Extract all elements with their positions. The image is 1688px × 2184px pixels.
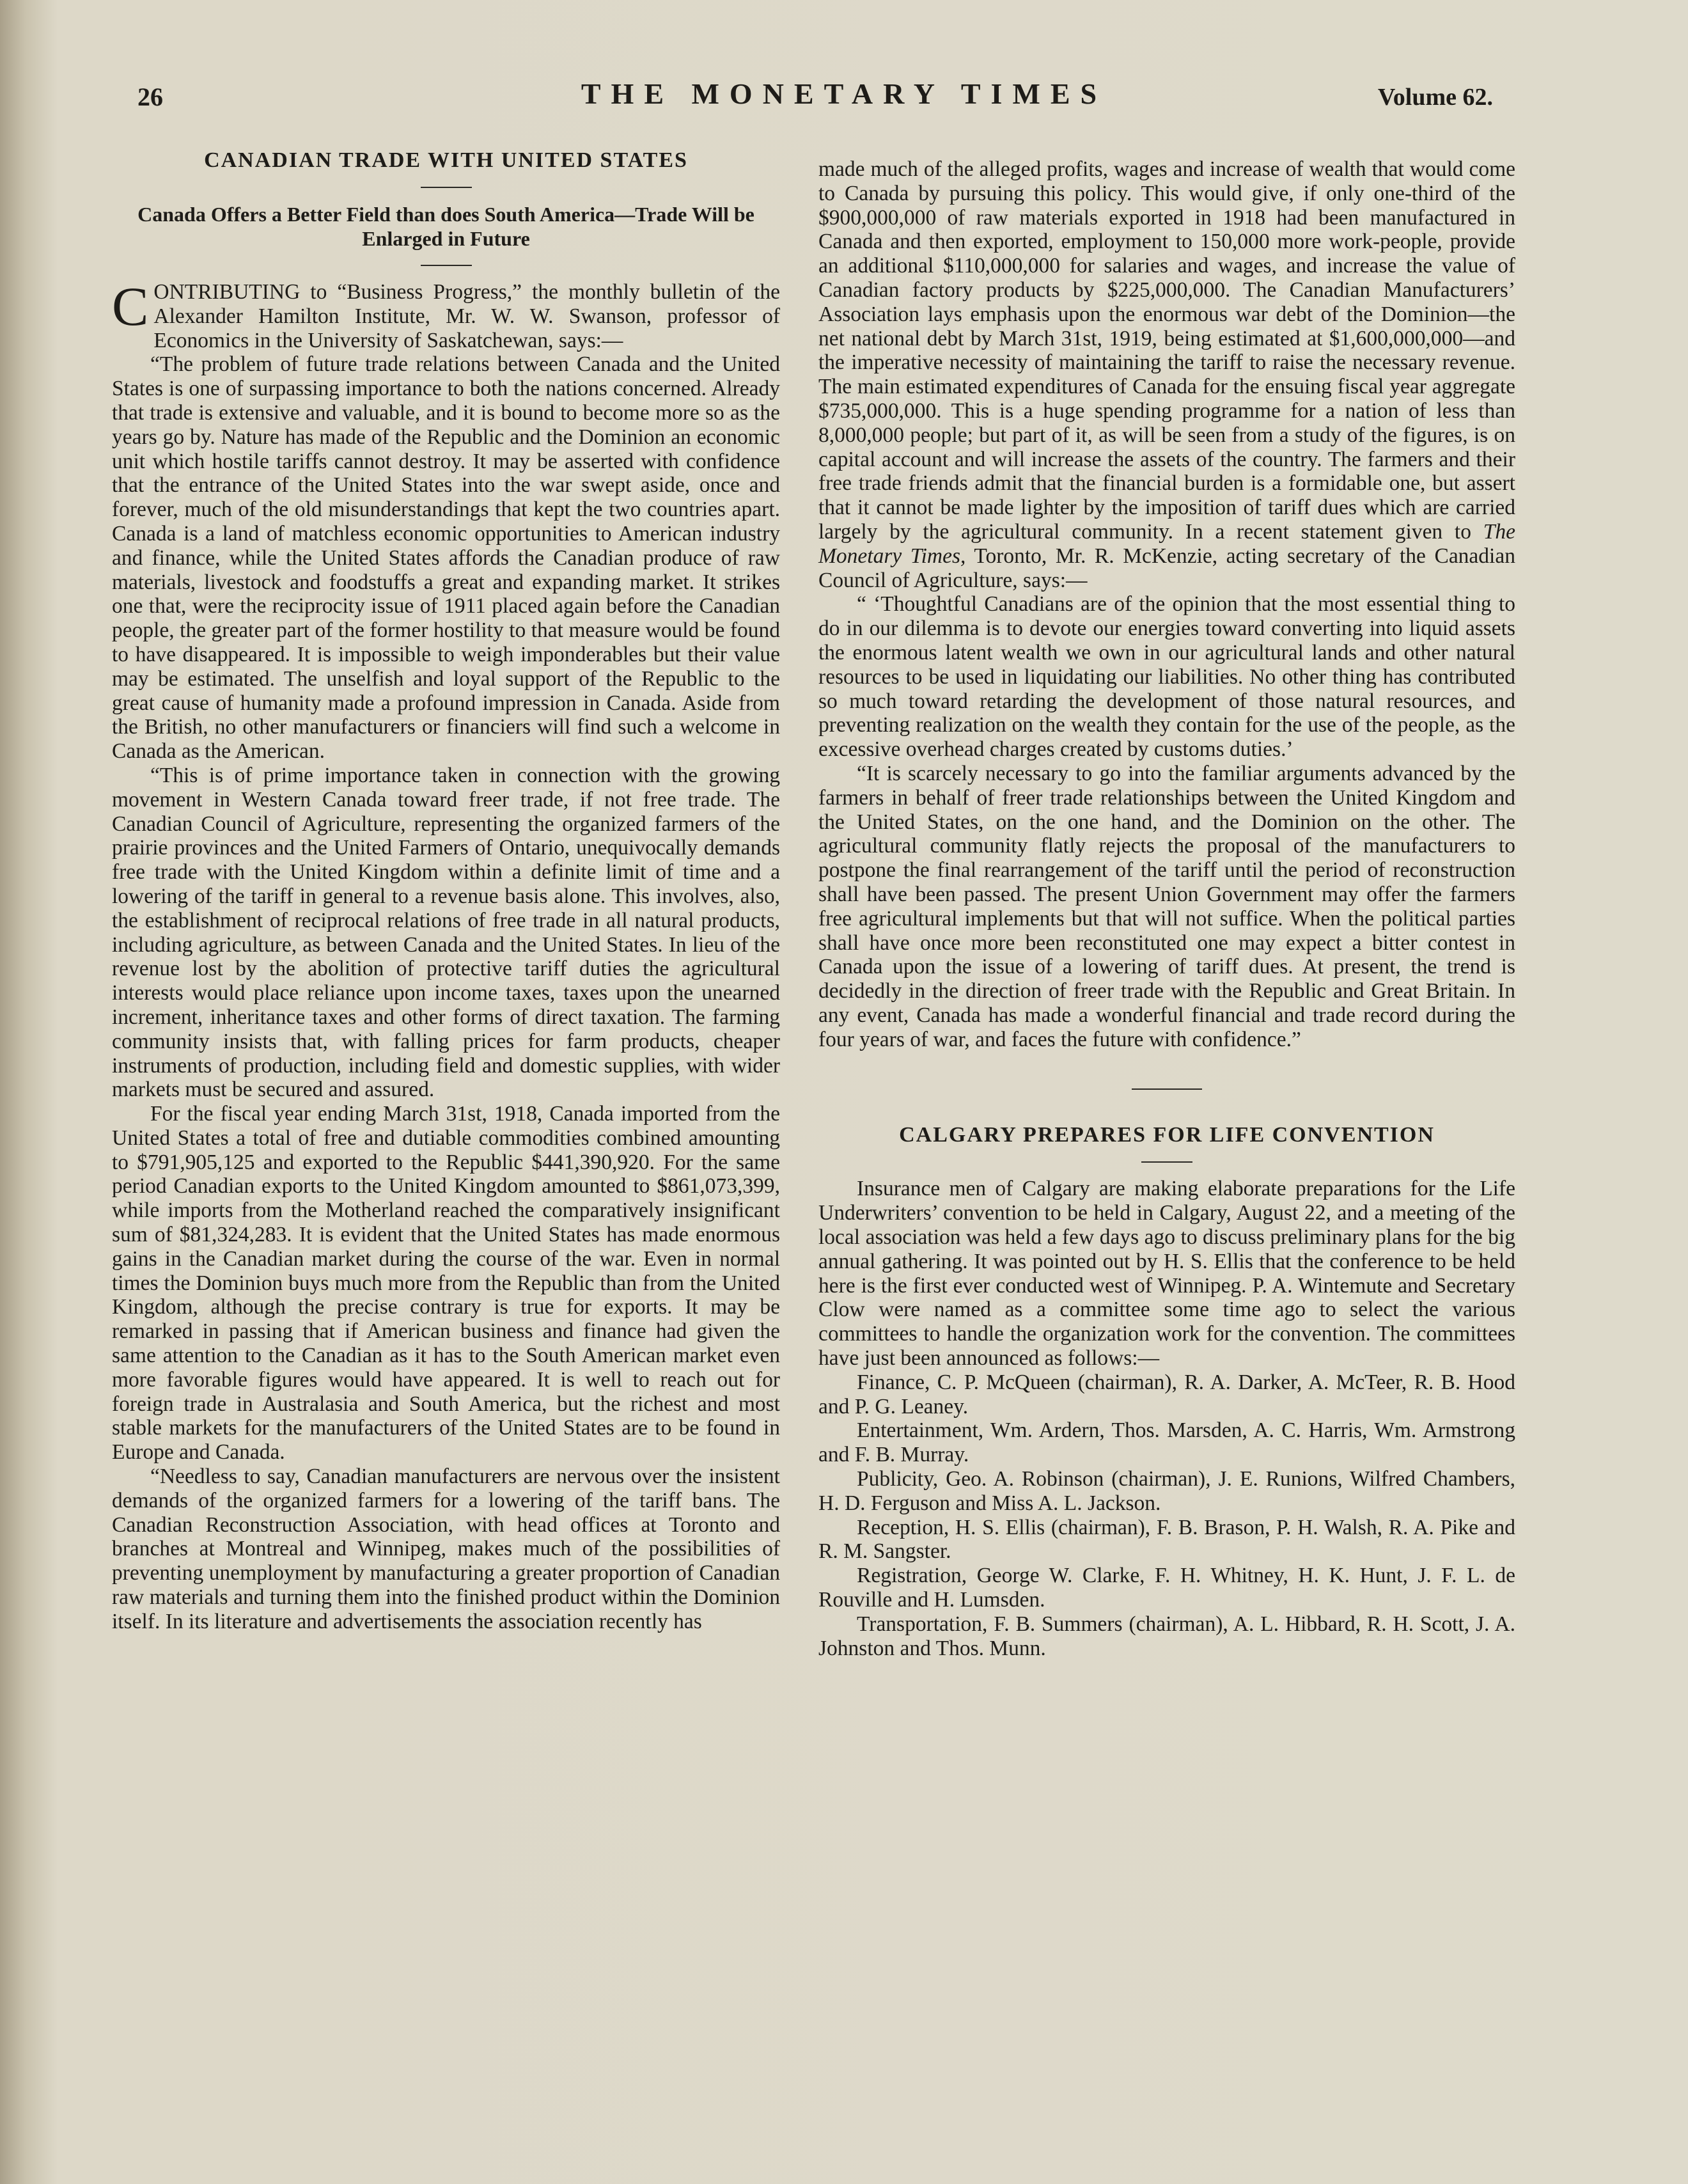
article-paragraph: “Needless to say, Canadian manufacturers are nervous over the insistent demands of the organized farmers for a lowering of the tariff bans. The Canadian Reconstruction Association, with head offices at Toronto and branches at Montreal and Winnipeg, makes much of the possibilities of preventing unemployment by manufacturing a greater proportion of Canadian raw materials and turning them into the finished product within the Dominion itself. In its literature and advertisements the association recently has [112,1465,780,1633]
committee-item: Entertainment, Wm. Ardern, Thos. Marsden, A. C. Harris, Wm. Armstrong and F. B. Murray. [818,1418,1515,1467]
committee-item: Registration, George W. Clarke, F. H. Whitney, H. K. Hunt, J. F. L. de Rouville and H. Lumsden. [818,1564,1515,1612]
title-rule [421,187,472,188]
committee-item: Finance, C. P. McQueen (chairman), R. A. Darker, A. McTeer, R. B. Hood and P. G. Leaney. [818,1370,1515,1418]
page-number: 26 [137,82,163,111]
article-paragraph: “It is scarcely necessary to go into the familiar arguments advanced by the farmers in behalf of freer trade relationships between the United Kingdom and the United States, on the one hand, and the Dominion on the other. The agricultural community flatly rejects the proposal of the manufacturers to postpone the final rearrangement of the tariff until the period of reconstruction shall have been passed. The present Union Government may offer the farmers free agricultural implements but that will not suffice. When the political parties shall have once more been reconstituted one may expect a bitter contest in Canada upon the issue of a lowering of tariff dues. At present, the trend is decidedly in the direction of freer trade with the Republic and Great Britain. In any event, Canada has made a wonderful financial and trade record during the four years of war, and faces the future with confidence.” [818,761,1515,1051]
article-separator [1132,1088,1202,1090]
publication-title: THE MONETARY TIMES [581,77,1107,110]
publication-reference: The Monetary Times, [818,519,1516,568]
article-paragraph: CONTRIBUTING to “Business Progress,” the monthly bulletin of the Alexander Hamilton Institute, Mr. W. W. Swanson, professor of Economics in the University of Saskatchewan, says:— [112,276,780,352]
article-paragraph: For the fiscal year ending March 31st, 1918, Canada imported from the United States a total of free and dutiable commodities combined amounting to $791,905,125 and exported to the Republic $441,390,920. For the same period Canadian exports to the United Kingdom amounted to $861,073,399, while imports from the Motherland reached the comparatively insignificant sum of $81,324,283. It is evident that the United States has made enormous gains in the Canadian market during the course of the war. Even in normal times the Dominion buys much more from the Republic than from the United Kingdom, although the precise contrary is true for exports. It may be remarked in passing that if American business and finance had given the same attention to the Canadian as it has to the South American market even more favorable figures would have appeared. It is well to reach out for foreign trade in Australasia and South America, but the richest and most stable markets for the manufacturers of the United States are to be found in Europe and Canada. [112,1102,780,1465]
article-paragraph: “ ‘Thoughtful Canadians are of the opinion that the most essential thing to do in our dilemma is to devote our energies toward converting into liquid assets the enormous latent wealth we own in our agricultural lands and other natural resources to be used in liquidating our liabilities. No other thing has contributed so much toward retarding the development of those natural resources, and preventing realization on the wealth they contain for the use of the people, as the excessive overhead charges created by customs duties.’ [818,592,1515,762]
article-title: CALGARY PREPARES FOR LIFE CONVENTION [899,1123,1435,1147]
page-header [0,77,1688,122]
article-paragraph: “The problem of future trade relations between Canada and the United States is one of surpassing importance to both the nations concerned. Already that trade is extensive and valuable, and it is bound to become more so as the years go by. Nature has made of the Republic and the Dominion an economic unit which hostile tariffs cannot destroy. It may be asserted with confidence that the entrance of the United States into the war swept aside, once and forever, much of the old misunderstandings that kept the two countries apart. Canada is a land of matchless economic opportunities to American industry and finance, while the United States affords the Canadian produce of raw materials, livestock and foodstuffs a great and expanding market. It strikes one that, were the reciprocity issue of 1911 placed again before the Canadian people, the greater part of the former hostility to that measure would be found to have disappeared. It is impossible to weigh imponderables but their value may be estimated. The unselfish and loyal support of the Republic to the great cause of humanity made a profound impression in Canada. Aside from the British, no other manufacturers or financiers will find such a welcome in Canada as the American. [112,352,780,764]
right-column [818,157,1515,1660]
volume-label: Volume 62. [1377,84,1493,111]
article-title: CANADIAN TRADE WITH UNITED STATES [204,148,688,172]
committee-item: Reception, H. S. Ellis (chairman), F. B. Brason, P. H. Walsh, R. A. Pike and R. M. Sangster. [818,1515,1515,1564]
article-paragraph: Insurance men of Calgary are making elaborate preparations for the Life Underwriters’ convention to be held in Calgary, August 22, and a meeting of the local association was held a few days ago to discuss preliminary plans for the big annual gathering. It was pointed out by H. S. Ellis that the conference to be held here is the first ever conducted west of Winnipeg. P. A. Wintemute and Secretary Clow were named as a committee some time ago to select the various committees to handle the organization work for the convention. The committees have just been announced as follows:— [818,1177,1515,1371]
committee-item: Transportation, F. B. Summers (chairman), A. L. Hibbard, R. H. Scott, J. A. Johnston and Thos. Munn. [818,1612,1515,1660]
drop-cap: C [112,276,149,337]
article-subtitle: Canada Offers a Better Field than does South America—Trade Will be Enlarged in Future [137,203,754,250]
title-rule [1141,1161,1192,1163]
article-paragraph: “This is of prime importance taken in connection with the growing movement in Western Canada toward freer trade, if not free trade. The Canadian Council of Agriculture, representing the organized farmers of the prairie provinces and the United Farmers of Ontario, unequivocally demands free trade with the United Kingdom within a definite limit of time and a lowering of the tariff in general to a revenue basis alone. This involves, also, the establishment of reciprocal relations of free trade in all natural products, including agriculture, as between Canada and the United States. In lieu of the revenue lost by the abolition of protective tariff duties the agricultural interests would place reliance upon income taxes, taxes upon the unearned increment, inheritance taxes and other forms of direct taxation. The farming community insists that, with falling prices for farm products, cheaper instruments of production, including field and domestic supplies, with wider markets must be secured and assured. [112,763,780,1102]
subtitle-rule [421,265,472,266]
left-column [112,148,780,1634]
article-paragraph: made much of the alleged profits, wages and increase of wealth that would come to Canada by pursuing this policy. This would give, if only one-third of the $900,000,000 of raw materials exported in 1918 had been manufactured in Canada and then exported, employment to 150,000 more work-people, provide an additional $110,000,000 for salaries and wages, and increase the value of Canadian factory products by $225,000,000. The Canadian Manufacturers’ Association lays emphasis upon the enormous war debt of the Dominion—the net national debt by March 31st, 1919, being estimated at $1,600,000,000—and the imperative necessity of maintaining the tariff to raise the necessary revenue. The main estimated expenditures of Canada for the ensuing fiscal year aggregate $735,000,000. This is a huge spending programme for a nation of less than 8,000,000 people; but part of it, as will be seen from a study of the figures, is on capital account and will increase the assets of the country. The farmers and their free trade friends admit that the financial burden is a formidable one, but assert that it cannot be made lighter by the imposition of tariff dues which are carried largely by the agricultural community. In a recent statement given to The Monetary Times, Toronto, Mr. R. McKenzie, acting secretary of the Canadian Council of Agriculture, says:— [818,157,1516,592]
committee-item: Publicity, Geo. A. Robinson (chairman), J. E. Runions, Wilfred Chambers, H. D. Ferguson and Miss A. L. Jackson. [818,1467,1515,1515]
